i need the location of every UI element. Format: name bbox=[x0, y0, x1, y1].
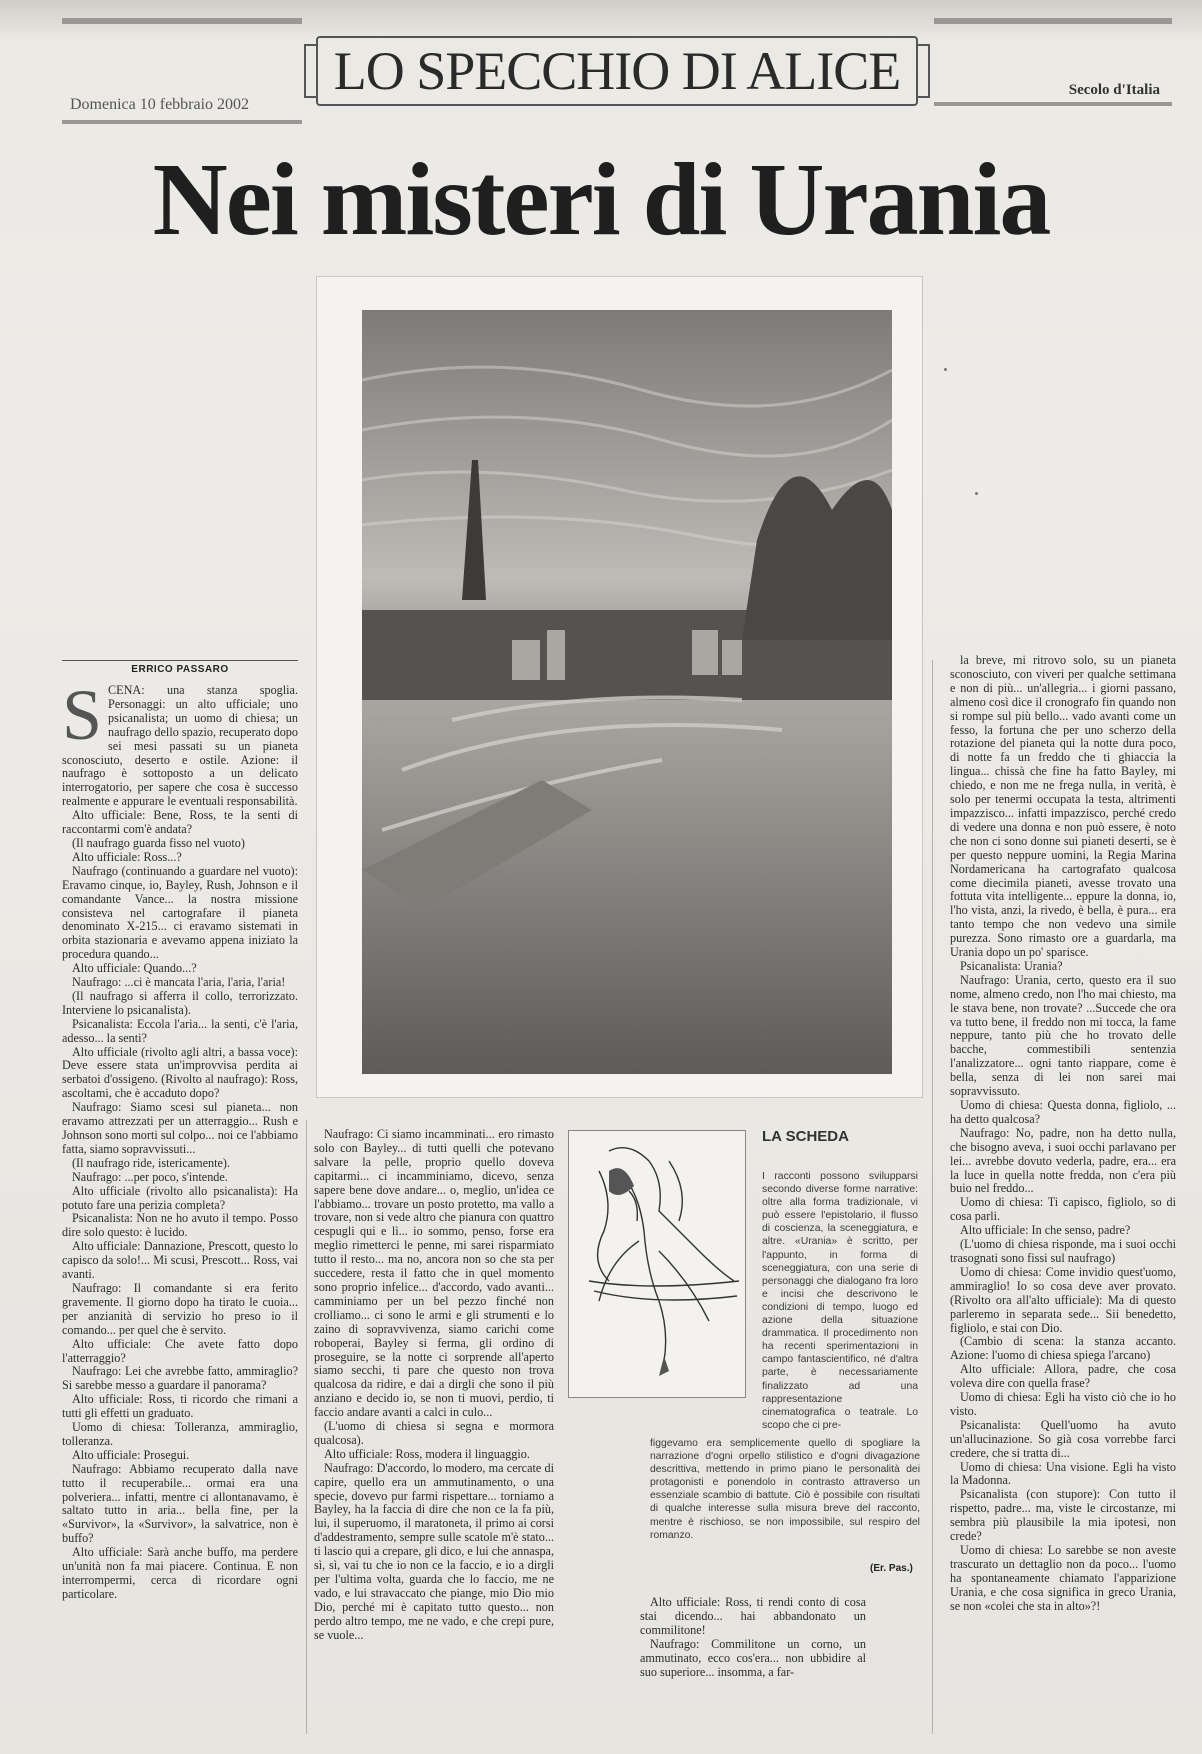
article-column-3 bbox=[640, 1596, 866, 1679]
article-paragraph: Psicanalista: Non ne ho avuto il tempo. Posso dire solo questo: è lucido. bbox=[62, 1211, 298, 1240]
issue-date: Domenica 10 febbraio 2002 bbox=[70, 96, 250, 113]
article-paragraph: (Cambio di scena: la stanza accanto. Azione: l'uomo di chiesa spiega l'arcano) bbox=[950, 1334, 1176, 1363]
article-paragraph: Psicanalista: Urania? bbox=[960, 958, 1063, 973]
column-divider bbox=[306, 1120, 307, 1734]
article-paragraph: Naufrago: No, padre, non ha detto nulla, che bisogno aveva, i suoi occhi parlavano per lei... avrebbe dovuto vederla, padre, era... era la luce in quella notte fredda, non c'era più buio nel freddo... bbox=[950, 1125, 1176, 1196]
article-paragraph: Uomo di chiesa: Questa donna, figliolo, ... ha detto qualcosa? bbox=[950, 1098, 1176, 1126]
article-paragraph: Psicanalista: Eccola l'aria... la senti, c'è l'aria, adesso... la senti? bbox=[62, 1016, 298, 1045]
article-paragraph: Alto ufficiale: Allora, padre, che cosa voleva dire con quella frase? bbox=[950, 1362, 1176, 1391]
article-photo bbox=[362, 310, 892, 1074]
author-byline: ERRICO PASSARO bbox=[62, 660, 298, 675]
article-paragraph: Alto ufficiale: Che avete fatto dopo l'atterraggio? bbox=[62, 1336, 298, 1365]
article-paragraph: Naufrago: Commilitone un corno, un ammutinato, ecco cos'era... non ubbidire al suo superiore... insomma, a far- bbox=[640, 1636, 866, 1679]
scheda-title: LA SCHEDA bbox=[762, 1128, 849, 1145]
article-paragraph: Alto ufficiale: Dannazione, Prescott, questo lo capisco da solo!... Mi scusi, Prescott... Ross, vai avanti. bbox=[62, 1239, 298, 1282]
cityscape-illustration bbox=[362, 310, 892, 1074]
article-paragraph: Alto ufficiale: In che senso, padre? bbox=[960, 1223, 1131, 1238]
article-paragraph: Uomo di chiesa: Lo sarebbe se non aveste trascurato un dettaglio non da poco... l'uomo ha spontaneamente chiamato l'apparizione Urania, e che cosa significa in greco Urania, se non «colei che sta in alto»?! bbox=[950, 1543, 1176, 1613]
article-paragraph: Alto ufficiale: Ross, ti ricordo che rimani a tutti gli effetti un graduato. bbox=[62, 1392, 298, 1421]
article-paragraph: Uomo di chiesa: Ti capisco, figliolo, so di cosa parli. bbox=[950, 1195, 1176, 1224]
article-paragraph: Naufrago: Lei che avrebbe fatto, ammiraglio? Si sarebbe messo a guardare il panorama? bbox=[62, 1364, 298, 1393]
article-paragraph: Uomo di chiesa: Tolleranza, ammiraglio, tolleranza. bbox=[62, 1420, 298, 1448]
article-paragraph: Alto ufficiale: Prosegui. bbox=[72, 1447, 190, 1462]
ink-speck bbox=[944, 368, 947, 371]
article-column-4 bbox=[950, 654, 1176, 1614]
article-paragraph: Psicanalista (con stupore): Con tutto il rispetto, padre... ma, viste le circostanze, mi sembra più plausibile la mia ipotesi, non crede? bbox=[950, 1487, 1176, 1544]
article-paragraph: Alto ufficiale: Sarà anche buffo, ma perdere un'unità non fa mai piacere. Continua. E non interrompermi, cerca di ricordare ogni particolare. bbox=[62, 1545, 298, 1601]
article-paragraph: Alto ufficiale (rivolto agli altri, a bassa voce): Deve essere stata un'improvvisa perdita ai serbatoi d'ossigeno. (Rivolto al naufrago): Ross, ascoltami, che è accaduto dopo? bbox=[62, 1044, 298, 1101]
article-paragraph: la breve, mi ritrovo solo, su un pianeta sconosciuto, con viveri per qualche settimana e non di più... un'allegria... i giorni passano, almeno così dice il cronografo fin quando non si rompe sul più bello... vado avanti come un fesso, la fortuna che per uno scherzo della rotazione del pianeta qui la notte dura poco, di notte fa un freddo che ti ghiaccia la lingua... chissà che fine ha fatto Bayley, mi chiedo, e non me ne frega nulla, in verità, è solo per tenermi occupata la testa, altrimenti impazzisco... infatti impazzisco, perché credo di vedere una donna e non può essere, è noto che non ci sono donne sui pianeti deserti, se è per questo neppure uomini, la Regia Marina Nordamericana ha cartografato qualcosa come diecimila pianeti, avesse trovato una fottuta vita intelligente... eppure la donna, io, l'ho vista, anzi, la rivedo, è bella, è pura... era tanto tempo che non vedevo una simile purezza. Sono rimasto ore a guardarla, ma Urania dopo un po' sparisce. bbox=[950, 653, 1176, 960]
article-paragraph: Naufrago: D'accordo, lo modero, ma cercate di capire, quello era un ammutinamento, o una specie, dovevo pur farmi rispettare... torniamo a Bayley, ha la faccia di dire che non ce la fa più, lui, il superuomo, il maratoneta, il primo ai corsi d'addestramento, sempre sulle scatole m'è stato... ti lascio qui a crepare, gli dico, e lui che annaspa, sì, sì, vai tu che io non ce la faccio, e io a dirgli per l'ultima volta, guarda che lo faccio, me ne vado, e lui stravaccato che piange, mio Dio mio Dio, perché mi è capitato tutto questo... non perdo altro tempo, me ne vado, e che crepi pure, se vuole... bbox=[314, 1460, 554, 1642]
article-paragraph: Alto ufficiale: Ross, modera il linguaggio. bbox=[324, 1446, 530, 1461]
scheda-text-top: I racconti possono svilupparsi secondo diverse forme narrative: oltre alla forma tradizionale, vi può essere l'epistolario, il flusso di coscienza, la sceneggiatura, e altre. «Urania» è scritto, per l'appunto, in forma di sceneggiatura, con una serie di personaggi che dialogano fra loro e incisi che descrivono le condizioni di tempo, luogo ed azione della situazione drammatica. Il procedimento non ha recenti sperimentazioni in campo fantascientifico, né d'altra parte, è necessariamente finalizzato ad una rappresentazione cinematografica o teatrale. Lo scopo che ci pre- bbox=[762, 1171, 918, 1431]
article-paragraph: (Il naufrago guarda fisso nel vuoto) bbox=[72, 835, 245, 850]
article-paragraph: Naufrago: Siamo scesi sul pianeta... non eravamo attrezzati per un atterraggio... Rush e Johnson sono morti sul colpo... noi ce l'abbiamo fatta, siamo sopravvissuti... bbox=[62, 1100, 298, 1156]
article-paragraph: Psicanalista: Quell'uomo ha avuto un'allucinazione. So già cosa vorrebbe farci credere, che si tratta di... bbox=[950, 1417, 1176, 1460]
article-paragraph: Alto ufficiale: Bene, Ross, te la senti di raccontarmi com'è andata? bbox=[62, 808, 298, 837]
header-rule-right-bottom bbox=[934, 102, 1172, 106]
column-divider-right bbox=[932, 660, 933, 1734]
article-paragraph: Naufrago: Il comandante si era ferito gravemente. Il giorno dopo ha tirato le cuoia... per anzianità di servizio ho preso io il comando... per quel che è servito. bbox=[62, 1280, 298, 1337]
scheda-signature: (Er. Pas.) bbox=[870, 1563, 913, 1574]
article-paragraph: SCENA: una stanza spoglia. Personaggi: un alto ufficiale; uno psicanalista; un uomo di chiesa; un naufrago dello spazio, recuperato dopo sei mesi passati su un pianeta sconosciuto, deserto e ostile. Azione: il naufrago è sottoposto a un delicato interrogatorio, per sapere che cosa è successo realmente e appurare le eventuali responsabilità. bbox=[62, 675, 298, 809]
article-paragraph: Alto ufficiale: Ross...? bbox=[72, 849, 182, 864]
scheda-illustration bbox=[568, 1130, 746, 1398]
article-paragraph: Uomo di chiesa: Come invidio quest'uomo, ammiraglio! Io so cosa deve aver provato. (Rivolto ora all'alto ufficiale): Ma di questo parleremo in separata sede... Sii benedetto, figliolo, e stai con Dio. bbox=[950, 1264, 1176, 1335]
article-paragraph: Uomo di chiesa: Una visione. Egli ha visto la Madonna. bbox=[950, 1459, 1176, 1488]
article-paragraph: Alto ufficiale: Ross, ti rendi conto di cosa stai dicendo... hai abbandonato un commilitone! bbox=[640, 1595, 866, 1637]
article-paragraph: (Il naufrago si afferra il collo, terrorizzato. Interviene lo psicanalista). bbox=[62, 988, 298, 1017]
article-headline: Nei misteri di Urania bbox=[152, 142, 1050, 257]
article-paragraph: Alto ufficiale (rivolto allo psicanalista): Ha potuto fare una perizia completa? bbox=[62, 1183, 298, 1212]
dropcap-letter: S bbox=[62, 675, 103, 755]
article-paragraph: Naufrago: Abbiamo recuperato dalla nave tutto il recuperabile... ormai era una polveriera... infatti, mentre ci allontanavamo, è saltato tutto in aria... bella fine, per la «Survivor», la «Survivor», la salvatrice, non è buffo? bbox=[62, 1461, 298, 1546]
article-paragraph: (Il naufrago ride, istericamente). bbox=[72, 1155, 231, 1170]
article-column-2 bbox=[314, 1128, 554, 1643]
article-paragraph: Naufrago: Urania, certo, questo era il suo nome, almeno credo, non l'ho mai chiesto, ma le stava bene, non trovate? ...Succede che ora va tutto bene, il freddo non mi tocca, la fame neppure, tanto più che ho trovato delle bacche, commestibili sentenzia l'analizzatore... ogni tanto riappare, come è bella, senza di lei non sarei mai sopravvissuto. bbox=[950, 972, 1176, 1099]
article-column-1 bbox=[62, 675, 298, 1602]
sketch-figure-illustration bbox=[569, 1131, 745, 1397]
newspaper-name: Secolo d'Italia bbox=[1068, 82, 1160, 98]
article-paragraph: Naufrago (continuando a guardare nel vuoto): Eravamo cinque, io, Bayley, Rush, Johnson e il comandante Vance... la nostra missione consisteva nel cartografare il pianeta denominato X-215... ci eravamo sistemati in orbita stazionaria e avevamo appena iniziato la procedura quando... bbox=[62, 863, 298, 962]
ink-speck bbox=[975, 492, 978, 495]
header-rule-left bbox=[62, 18, 302, 24]
article-paragraph: Naufrago: ...per poco, s'intende. bbox=[72, 1169, 228, 1184]
header-rule-left-bottom bbox=[62, 120, 302, 124]
section-masthead: LO SPECCHIO DI ALICE bbox=[316, 36, 918, 106]
article-paragraph: (L'uomo di chiesa si segna e mormora qualcosa). bbox=[314, 1419, 554, 1447]
article-paragraph: Uomo di chiesa: Egli ha visto ciò che io ho visto. bbox=[950, 1390, 1176, 1418]
scheda-text-bottom: figgevamo era semplicemente quello di spogliare la narrazione d'ogni orpello stilistico e d'ogni divagazione descrittiva, mettendo in primo piano le personalità dei protagonisti e ponendolo in contrasto attraverso un essenziale scambio di battute. Ciò è possibile con risultati di qualche interesse sulla misura breve del racconto, mentre è rischioso, se non impossibile, sul respiro del romanzo. bbox=[650, 1438, 920, 1541]
article-paragraph: Alto ufficiale: Quando...? bbox=[72, 961, 197, 976]
article-paragraph: Naufrago: Ci siamo incamminati... ero rimasto solo con Bayley... di tutti quelli che potevano salvare la pelle, proprio quello doveva capitarmi... ci incamminiamo, dicevo, senza sapere bene dove andare... o, meglio, un'idea ce l'abbiamo... trovare un posto protetto, ma vallo a trovare, non si vede altro che pianura con quattro cespugli qui e lì... io sommo, penso, forse era meglio rimetterci le penne, mi sarei risparmiato tutto il resto... ma no, ancora non so che sta per succedere, resta il fatto che in quel momento sono proprio infelice... d'accordo, vado avanti... camminiamo per un bel pezzo finché non crolliamo... ci sono le armi e gli strumenti e lo zaino di sopravvivenza, siamo carichi come roboperai, Bayley si ferma, gli ordino di proseguire, se la notte ci sorprende all'aperto siamo secchi, ti pare che questo non trova qualcosa da ridire, e dai a dirgli che sono il più anziano e decido io, se non ti muovi, perdio, ti faccio andare avanti a calci in culo... bbox=[314, 1127, 554, 1420]
article-paragraph: (L'uomo di chiesa risponde, ma i suoi occhi trasognati sono fissi sul naufrago) bbox=[950, 1237, 1176, 1265]
article-paragraph: Naufrago: ...ci è mancata l'aria, l'aria, l'aria! bbox=[72, 975, 286, 990]
header-rule-right bbox=[934, 18, 1172, 24]
